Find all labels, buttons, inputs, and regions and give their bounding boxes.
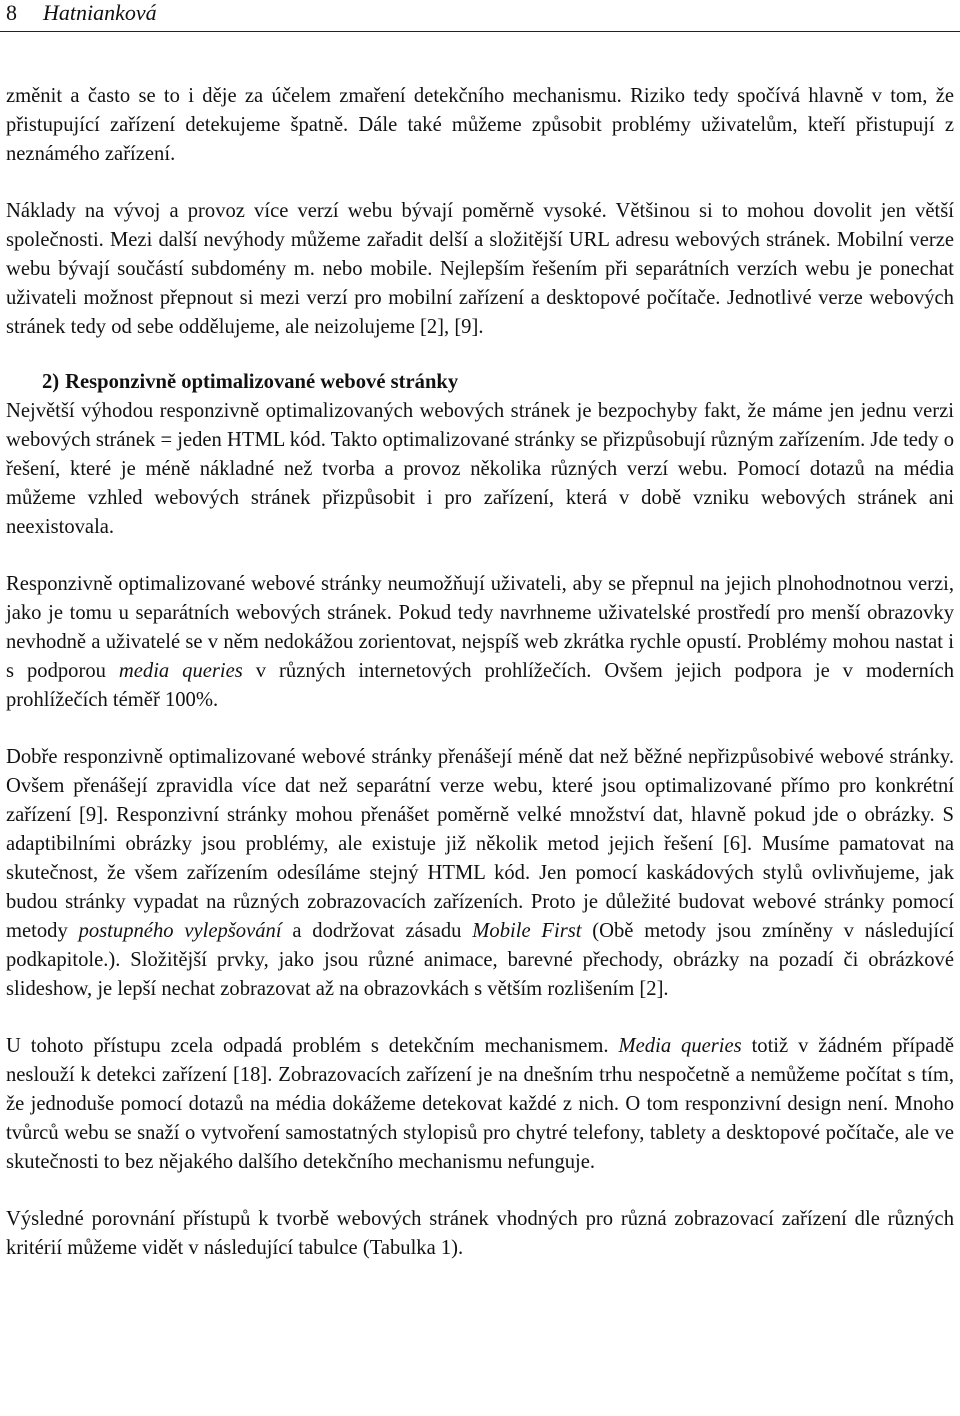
paragraph-5-text-c: (Obě metody jsou zmíněny v následující podkapitole.). Složitější prvky, jako jsou různé animace, barevné přechody, obrázky na pozadí či obrázkové slideshow, je lepší nechat zobrazovat až na obrazovkách s větším rozlišením [2]. bbox=[6, 920, 954, 1000]
page-body bbox=[6, 82, 954, 1263]
paragraph-4-text-a: Responzivně optimalizované webové stránky neumožňují uživateli, aby se přepnul na jejich plnohodnotnou verzi, jako je tomu u separátních webových stránek. Pokud tedy navrhneme uživatelské prostředí pro menší obrazovky nevhodně a uživatelé se v něm nedokážou zorientovat, nejspíš web zkrátka rychle opustí. Problémy mohou nastat i s podporou bbox=[6, 573, 954, 682]
section-heading bbox=[42, 368, 954, 397]
paragraph-6-text-a: U tohoto přístupu zcela odpadá problém s detekčním mechanismem. bbox=[6, 1035, 619, 1057]
section-title: Responzivně optimalizované webové stránky bbox=[65, 371, 459, 393]
paragraph-2-sentence-c: Mobilní verze webu bývají součástí subdomény m. nebo mobile. Nejlepším řešením při separátních verzích webu je ponechat uživateli možnost přepnout si mezi verzí pro mobilní zařízení a desktopové počítače. bbox=[6, 229, 954, 309]
paragraph-5-term-1: postupného vylepšování bbox=[78, 920, 282, 942]
paragraph-4-term: media queries bbox=[118, 660, 243, 682]
paragraph-1: změnit a často se to i děje za účelem zmaření detekčního mechanismu. Riziko tedy spočívá hlavně v tom, že přistupující zařízení detekujeme špatně. Dále také můžeme způsobit problémy uživatelům, kteří přistupují z neznámého zařízení. bbox=[6, 85, 954, 165]
paragraph-5-term-2: Mobile First bbox=[472, 920, 582, 942]
header-rule bbox=[0, 31, 960, 32]
paragraph-2 bbox=[6, 197, 954, 342]
paragraph-6-term: Media queries bbox=[618, 1035, 742, 1057]
paragraph-5 bbox=[6, 743, 954, 1004]
paragraph-5-text-a: Dobře responzivně optimalizované webové stránky přenášejí méně dat než běžné nepřizpůsobivé webové stránky. Ovšem přenášejí zpravidla více dat než separátní verze webu, které jsou optimalizované přímo pro konkrétní zařízení [9]. Responzivní stránky mohou přenášet poměrně velké množství dat, hlavně pokud jde o obrázky. S adaptibilními obrázky jsou problémy, ale existuje již několik metod jejich řešení [6]. Musíme pamatovat na skutečnost, že všem zařízením odesíláme stejný HTML kód. Jen pomocí kaskádových stylů ovlivňujeme, jak budou stránky vypadat na různých zobrazovacích zařízeních. Proto je důležité budovat webové stránky pomocí metody bbox=[6, 746, 954, 942]
paragraph-2-sentence-d: Jednotlivé verze webových stránek tedy od sebe oddělujeme, ale neizolujeme [2], [9]. bbox=[6, 287, 954, 338]
paragraph-2-sentence-b: Mezi další nevýhody můžeme zařadit delší a složitější URL adresu webových stránek. bbox=[109, 229, 837, 251]
paragraph-6 bbox=[6, 1032, 954, 1177]
paragraph-5-text-b: a dodržovat zásadu bbox=[281, 920, 473, 942]
paragraph-7: Výsledné porovnání přístupů k tvorbě webových stránek vhodných pro různá zobrazovací zařízení dle různých kritérií můžeme vidět v následující tabulce (Tabulka 1). bbox=[6, 1208, 954, 1259]
running-header-author: Hatnianková bbox=[43, 0, 157, 25]
running-header bbox=[6, 0, 946, 26]
section-number: 2) bbox=[42, 371, 60, 393]
paragraph-6-text-b: totiž v žádném případě neslouží k detekci zařízení [18]. Zobrazovacích zařízení je na dnešním trhu nespočetně a nemůžeme počítat s tím, že jednoduše pomocí dotazů na média dokážeme detekovat každé z nich. O tom responzivní design není. Mnoho tvůrců webu se snaží o vytvoření samostatných stylopisů pro chytré telefony, tablety a desktopové počítače, ale ve skutečnosti to bez nějakého dalšího detekčního mechanismu nefunguje. bbox=[6, 1035, 954, 1173]
page-number: 8 bbox=[6, 0, 17, 25]
paragraph-2-sentence-a: Náklady na vývoj a provoz více verzí webu bývají poměrně vysoké. Většinou si to mohou dovolit jen větší společnosti. bbox=[6, 200, 954, 251]
paragraph-4 bbox=[6, 570, 954, 715]
paragraph-4-text-b: v různých internetových prohlížečích. Ovšem jejich podpora je v moderních prohlížečích téměř 100%. bbox=[6, 660, 955, 711]
paragraph-3: Největší výhodou responzivně optimalizovaných webových stránek je bezpochyby fakt, že máme jen jednu verzi webových stránek = jeden HTML kód. Takto optimalizované stránky se přizpůsobují různým zařízením. Jde tedy o řešení, které je méně nákladné než tvorba a provoz několika různých verzí webu. Pomocí dotazů na média můžeme vzhled webových stránek přizpůsobit i pro zařízení, která v době vzniku webových stránek ani neexistovala. bbox=[6, 400, 954, 538]
